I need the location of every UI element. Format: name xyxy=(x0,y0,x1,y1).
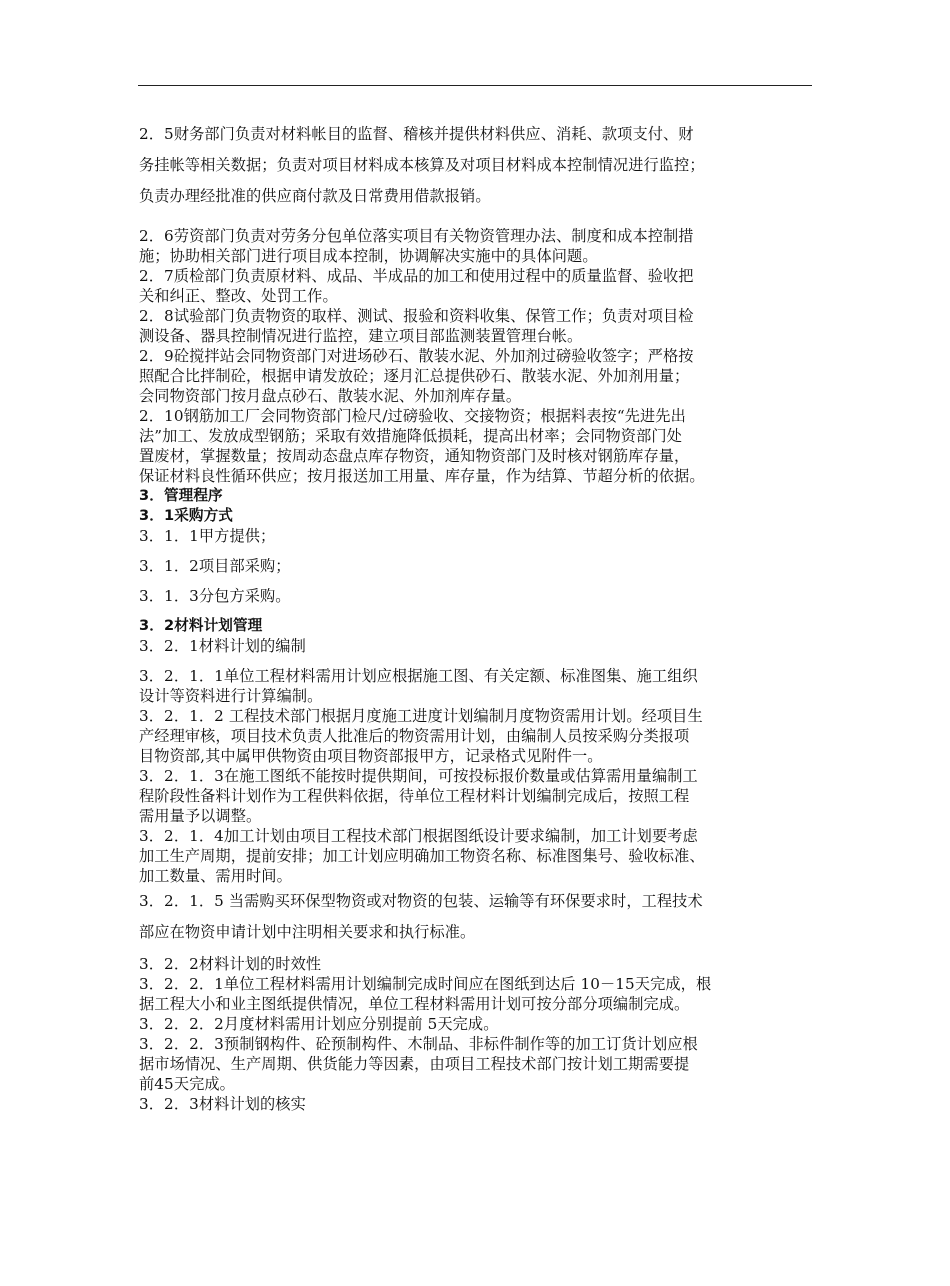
text-line: 部应在物资申请计划中注明相关要求和执行标准。 xyxy=(139,923,476,941)
text-line: 3．2．1．2 工程技术部门根据月度施工进度计划编制月度物资需用计划。经项目生 xyxy=(139,707,703,725)
section-heading-3-2: 3．2材料计划管理 xyxy=(139,617,263,634)
text-line: 前45天完成。 xyxy=(139,1075,235,1093)
item-3-1-1: 3．1．1甲方提供； xyxy=(139,527,276,545)
text-line: 会同物资部门按月盘点砂石、散装水泥、外加剂库存量。 xyxy=(139,387,522,405)
paragraph-2-10 xyxy=(139,406,819,486)
text-line: 2．5财务部门负责对材料帐目的监督、稽核并提供材料供应、消耗、款项支付、财 xyxy=(139,125,694,143)
subheading-3-2-2: 3．2．2材料计划的时效性 xyxy=(139,955,322,973)
text-line: 程阶段性备料计划作为工程供料依据，待单位工程材料计划编制完成后，按照工程 xyxy=(139,787,690,805)
header-rule xyxy=(138,85,812,86)
text-line: 法”加工、发放成型钢筋；采取有效措施降低损耗，提高出材率；会同物资部门处 xyxy=(139,427,682,445)
text-line: 设计等资料进行计算编制。 xyxy=(139,687,323,705)
text-line: 加工数量、需用时间。 xyxy=(139,867,292,885)
document-body xyxy=(139,119,819,1114)
text-line: 3．2．2．1单位工程材料需用计划编制完成时间应在图纸到达后 10－15天完成，根 xyxy=(139,975,712,993)
text-line: 关和纠正、整改、处罚工作。 xyxy=(139,287,338,305)
text-line: 产经理审核，项目技术负责人批准后的物资需用计划，由编制人员按采购分类报项 xyxy=(139,727,690,745)
paragraph-3-2-1-1 xyxy=(139,666,819,706)
text-line: 2．7质检部门负责原材料、成品、半成品的加工和使用过程中的质量监督、验收把 xyxy=(139,267,694,285)
text-line: 加工生产周期，提前安排；加工计划应明确加工物资名称、标准图集号、验收标准、 xyxy=(139,847,705,865)
text-line: 负责办理经批准的供应商付款及日常费用借款报销。 xyxy=(139,187,491,205)
text-line: 3．2．1．1单位工程材料需用计划应根据施工图、有关定额、标准图集、施工组织 xyxy=(139,667,698,685)
paragraph-3-2-1-5 xyxy=(139,886,819,948)
text-line: 2．8试验部门负责物资的取样、测试、报验和资料收集、保管工作；负责对项目检 xyxy=(139,307,694,325)
text-line: 2．10钢筋加工厂会同物资部门检尺/过磅验收、交接物资；根据料表按“先进先出 xyxy=(139,407,686,425)
section-heading-3-1: 3．1采购方式 xyxy=(139,507,233,524)
text-line: 据工程大小和业主图纸提供情况，单位工程材料需用计划可按分部分项编制完成。 xyxy=(139,995,690,1013)
text-line: 3．2．1．4加工计划由项目工程技术部门根据图纸设计要求编制，加工计划要考虑 xyxy=(139,827,698,845)
paragraph-3-2-1-2 xyxy=(139,706,819,766)
text-line: 3．2．1．5 当需购买环保型物资或对物资的包装、运输等有环保要求时，工程技术 xyxy=(139,892,703,910)
text-line: 照配合比拌制砼，根据申请发放砼；逐月汇总提供砂石、散装水泥、外加剂用量； xyxy=(139,367,690,385)
paragraph-2-9 xyxy=(139,346,819,406)
text-line: 务挂帐等相关数据；负责对项目材料成本核算及对项目材料成本控制情况进行监控； xyxy=(139,156,705,174)
paragraph-3-2-1-4 xyxy=(139,826,819,886)
paragraph-2-8 xyxy=(139,306,819,346)
text-line: 保证材料良性循环供应；按月报送加工用量、库存量，作为结算、节超分析的依据。 xyxy=(139,467,705,485)
section-heading-3: 3．管理程序 xyxy=(139,487,223,504)
subheading-3-2-1: 3．2．1材料计划的编制 xyxy=(139,637,306,655)
text-line: 需用量予以调整。 xyxy=(139,807,262,825)
text-line: 据市场情况、生产周期、供货能力等因素，由项目工程技术部门按计划工期需要提 xyxy=(139,1055,690,1073)
subheading-3-2-3: 3．2．3材料计划的核实 xyxy=(139,1095,306,1113)
text-line: 3．2．2．3预制钢构件、砼预制构件、木制品、非标件制作等的加工订货计划应根 xyxy=(139,1035,698,1053)
text-line: 3．2．1．3在施工图纸不能按时提供期间，可按投标报价数量或估算需用量编制工 xyxy=(139,767,698,785)
item-3-1-3: 3．1．3分包方采购。 xyxy=(139,587,291,605)
text-line: 2．6劳资部门负责对劳务分包单位落实项目有关物资管理办法、制度和成本控制措 xyxy=(139,227,694,245)
paragraph-3-2-1-3 xyxy=(139,766,819,826)
text-line: 置废材，掌握数量；按周动态盘点库存物资，通知物资部门及时核对钢筋库存量， xyxy=(139,447,690,465)
paragraph-3-2-2-3 xyxy=(139,1034,819,1094)
text-line: 目物资部,其中属甲供物资由项目物资部报甲方，记录格式见附件一。 xyxy=(139,747,603,765)
item-3-1-2: 3．1．2项目部采购； xyxy=(139,557,291,575)
text-line: 2．9砼搅拌站会同物资部门对进场砂石、散装水泥、外加剂过磅验收签字；严格按 xyxy=(139,347,694,365)
paragraph-2-6 xyxy=(139,226,819,266)
paragraph-2-7 xyxy=(139,266,819,306)
text-line: 施；协助相关部门进行项目成本控制，协调解决实施中的具体问题。 xyxy=(139,247,598,265)
text-line: 测设备、器具控制情况进行监控，建立项目部监测装置管理台帐。 xyxy=(139,327,583,345)
item-3-2-2-2: 3．2．2．2月度材料需用计划应分别提前 5天完成。 xyxy=(139,1015,499,1033)
paragraph-3-2-2-1 xyxy=(139,974,819,1014)
paragraph-2-5 xyxy=(139,119,819,212)
